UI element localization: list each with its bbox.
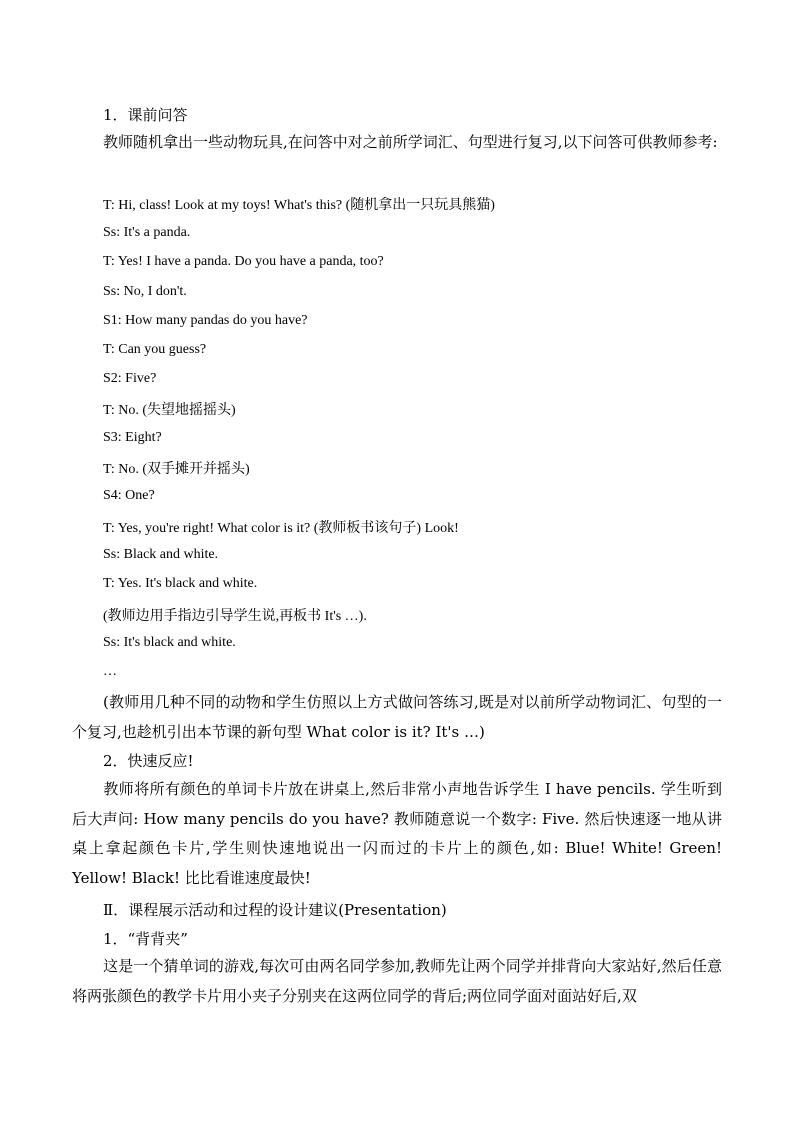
dialogue-line: T: No. (双手摊开并摇头) <box>103 462 250 477</box>
dialogue-line: T: Hi, class! Look at my toys! What's this? (随机拿出一只玩具熊猫) <box>103 198 495 213</box>
reaction-text: 教师将所有颜色的单词卡片放在讲桌上,然后非常小声地告诉学生 I have pencils. 学生听到后大声问: How many pencils do you have? 教师随意说一个数字: Five. 然后快速逐一地从讲桌上拿起颜色卡片,学生则快速地说出一闪而过的卡片上的颜色,如: Blue! White! Green! Yellow! Black! 比比看谁速度最快! <box>72 780 722 887</box>
dialogue-line: Ss: No, I don't. <box>103 284 187 299</box>
summary-paragraph <box>72 688 722 747</box>
dialogue-line: S3: Eight? <box>103 430 162 445</box>
dialogue-line: T: Yes, you're right! What color is it? (教师板书该句子) Look! <box>103 521 459 536</box>
dialogue-line: S1: How many pandas do you have? <box>103 313 308 328</box>
dialogue-line: T: Yes! I have a panda. Do you have a panda, too? <box>103 254 384 269</box>
dialogue-line: Ss: It's black and white. <box>103 635 236 650</box>
dialogue-line: (教师边用手指边引导学生说,再板书 It's …). <box>103 609 367 624</box>
intro-paragraph <box>72 128 722 158</box>
heading-back-clip: 1．“背背夹” <box>103 930 188 948</box>
dialogue-line: T: Yes. It's black and white. <box>103 576 258 591</box>
game-text: 这是一个猜单词的游戏,每次可由两名同学参加,教师先让两个同学并排背向大家站好,然后任意将两张颜色的教学卡片用小夹子分别夹在这两位同学的背后;两位同学面对面站好后,双 <box>72 957 722 1005</box>
intro-text: 教师随机拿出一些动物玩具,在问答中对之前所学词汇、句型进行复习,以下问答可供教师参考: <box>103 133 718 151</box>
heading-quick-reaction: 2．快速反应! <box>103 752 194 770</box>
heading-warmup: 1．课前问答 <box>103 106 188 124</box>
dialogue-line: S2: Five? <box>103 371 157 386</box>
dialogue-line: S4: One? <box>103 488 155 503</box>
dialogue-line: Ss: Black and white. <box>103 547 219 562</box>
section-heading-presentation: Ⅱ．课程展示活动和过程的设计建议(Presentation) <box>103 901 447 919</box>
dialogue-line: T: Can you guess? <box>103 342 207 357</box>
game-paragraph <box>72 952 722 1011</box>
dialogue-line: T: No. (失望地摇摇头) <box>103 403 236 418</box>
dialogue-line: Ss: It's a panda. <box>103 225 191 240</box>
reaction-paragraph <box>72 775 722 893</box>
summary-text: (教师用几种不同的动物和学生仿照以上方式做问答练习,既是对以前所学动物词汇、句型的一个复习,也趁机引出本节课的新句型 What color is it? It's …) <box>72 693 722 741</box>
dialogue-line: … <box>103 664 117 679</box>
